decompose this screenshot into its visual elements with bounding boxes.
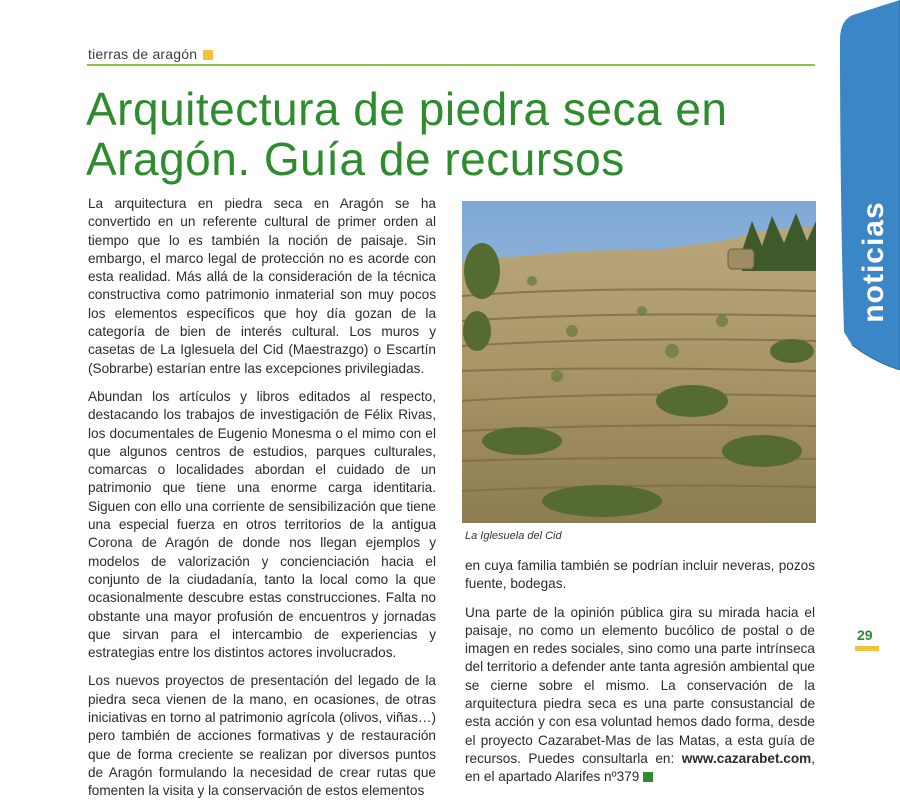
end-square-icon <box>643 772 653 782</box>
left-column <box>88 195 436 811</box>
paragraph-5-text: Una parte de la opinión pública gira su mirada hacia el paisaje, no como un elemento bucólico de postal o de imagen en redes sociales, sino como una parte intrínseca del territorio a defender ante tanta agresión ambiental que se cierne sobre el mismo. La conservación de la arquitectura piedra seca es una parte consustancial de esta acción y con esa voluntad hemos dado forma, desde el proyecto Cazarabet-Mas de las Matas, a esta guía de recursos. Puedes consultarla en: <box>465 604 815 766</box>
photo-caption: La Iglesuela del Cid <box>465 530 562 542</box>
paragraph-5-tail: , en el apartado Alarifes nº379 <box>465 750 815 785</box>
page-number-bar <box>855 646 879 651</box>
header-rule <box>87 64 815 66</box>
paragraph-2: Abundan los artículos y libros editados al respecto, destacando los trabajos de investigación de Félix Rivas, los documentales de Eugenio Monesma o el mimo con el que algunos centros de estudios, parques culturales, comarcas o localidades abordan el cuidado de un patrimonio que tiene una enorme carga identitaria. Siguen con ello una corriente de sensibilización que tiene una especial fuerza en otros territorios de la antigua Corona de Aragón de donde nos llegan ejemplos y modelos de valorización y concienciación hacia el conjunto de la ciudadanía, tanto la local como la que ocasionalmente descubre estas construcciones. Falta no obstante una mayor profusión de encuentros y jornadas que sirvan para el intercambio de experiencias y estrategias entre los distintos actores involucrados. <box>88 388 436 661</box>
section-square-icon <box>203 50 213 60</box>
section-label-text: tierras de aragón <box>88 46 198 62</box>
cazarabet-link[interactable]: www.cazarabet.com <box>681 750 812 766</box>
side-tab-label: noticias <box>857 201 890 323</box>
article-title: Arquitectura de piedra seca en Aragón. Guía de recursos <box>86 83 728 185</box>
paragraph-4: en cuya familia también se podrían incluir neveras, pozos fuente, bodegas. <box>465 558 815 592</box>
terraced-hillside-photo <box>462 201 816 523</box>
paragraph-3: Los nuevos proyectos de presentación del legado de la piedra seca vienen de la mano, en ocasiones, de otras iniciativas en torno al patrimonio agrícola (olivos, viñas…) pero también de acciones formativas y de restauración que de forma creciente se realizan por diversos puntos de Aragón formulando la necesidad de crear rutas que fomenten la visita y la conservación de estos elementos <box>88 673 436 799</box>
paragraph-1: La arquitectura en piedra seca en Aragón se ha convertido en un referente cultural de primer orden al tiempo que lo es también la noción de paisaje. Sin embargo, el marco legal de protección no es acorde con esta realidad. Más allá de la consideración de la técnica constructiva como patrimonio inmaterial son muy pocos los elementos específicos que hoy día gozan de la categoría de bien de interés cultural. Los muros y casetas de La Iglesuela del Cid (Maestrazgo) o Escartín (Sobrarbe) estarían entre las excepciones privilegiadas. <box>88 196 436 376</box>
page-number: 29 <box>857 627 873 643</box>
section-label <box>88 46 213 62</box>
right-column <box>465 557 815 797</box>
article-photo <box>462 201 816 523</box>
paragraph-5 <box>465 604 815 787</box>
